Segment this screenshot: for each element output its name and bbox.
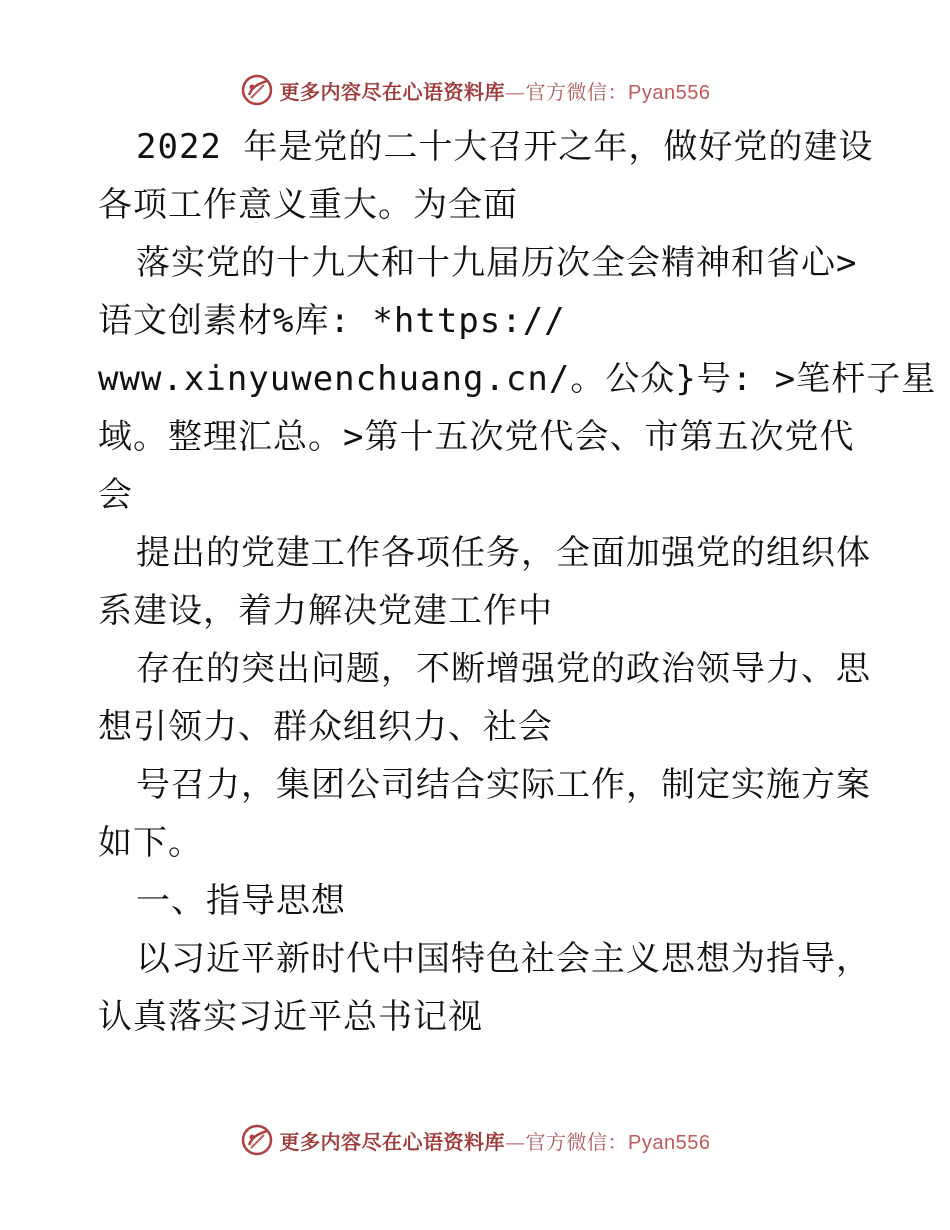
text-line: 提出的党建工作各项任务，全面加强党的组织体 (136, 533, 871, 573)
footer-wechat-id: Pyan556 (628, 1131, 711, 1154)
text-line: 如下。 (98, 823, 203, 863)
text-line: 2022 年是党的二十大召开之年，做好党的建设 (136, 127, 874, 167)
text-line: 域。整理汇总。>第十五次党代会、市第五次党代 (98, 417, 855, 457)
text-line: 各项工作意义重大。为全面 (98, 185, 518, 225)
text-line: 落实党的十九大和十九届历次全会精神和省心> (136, 243, 858, 283)
text-line: 会 (98, 475, 133, 515)
header-text (280, 76, 711, 105)
header-separator: — (505, 79, 526, 104)
text-line: 一、指导思想 (136, 881, 346, 921)
footer-main-text: 更多内容尽在心语资料库 (279, 1129, 506, 1154)
header-watermark (0, 70, 950, 110)
footer-sub-text: 官方微信： (525, 1129, 629, 1154)
text-line: 系建设，着力解决党建工作中 (98, 591, 553, 631)
body-text (98, 118, 937, 1046)
footer-separator: — (505, 1129, 526, 1154)
header-main-text: 更多内容尽在心语资料库 (279, 79, 506, 104)
text-line: 想引领力、群众组织力、社会 (98, 707, 553, 747)
text-line: 认真落实习近平总书记视 (98, 997, 483, 1037)
footer-text (280, 1126, 711, 1155)
text-line: 语文创素材%库: *https:// (98, 301, 566, 341)
text-line: 号召力，集团公司结合实际工作，制定实施方案 (136, 765, 871, 805)
brand-logo-icon (240, 73, 274, 107)
header-wechat-id: Pyan556 (628, 81, 711, 104)
text-line: 以习近平新时代中国特色社会主义思想为指导， (136, 939, 871, 979)
text-line: 存在的突出问题，不断增强党的政治领导力、思 (136, 649, 871, 689)
brand-logo-icon (240, 1123, 274, 1157)
text-line: www.xinyuwenchuang.cn/。公众}号: >笔杆子星 (98, 359, 937, 399)
footer-watermark (0, 1120, 950, 1160)
header-sub-text: 官方微信： (525, 79, 629, 104)
